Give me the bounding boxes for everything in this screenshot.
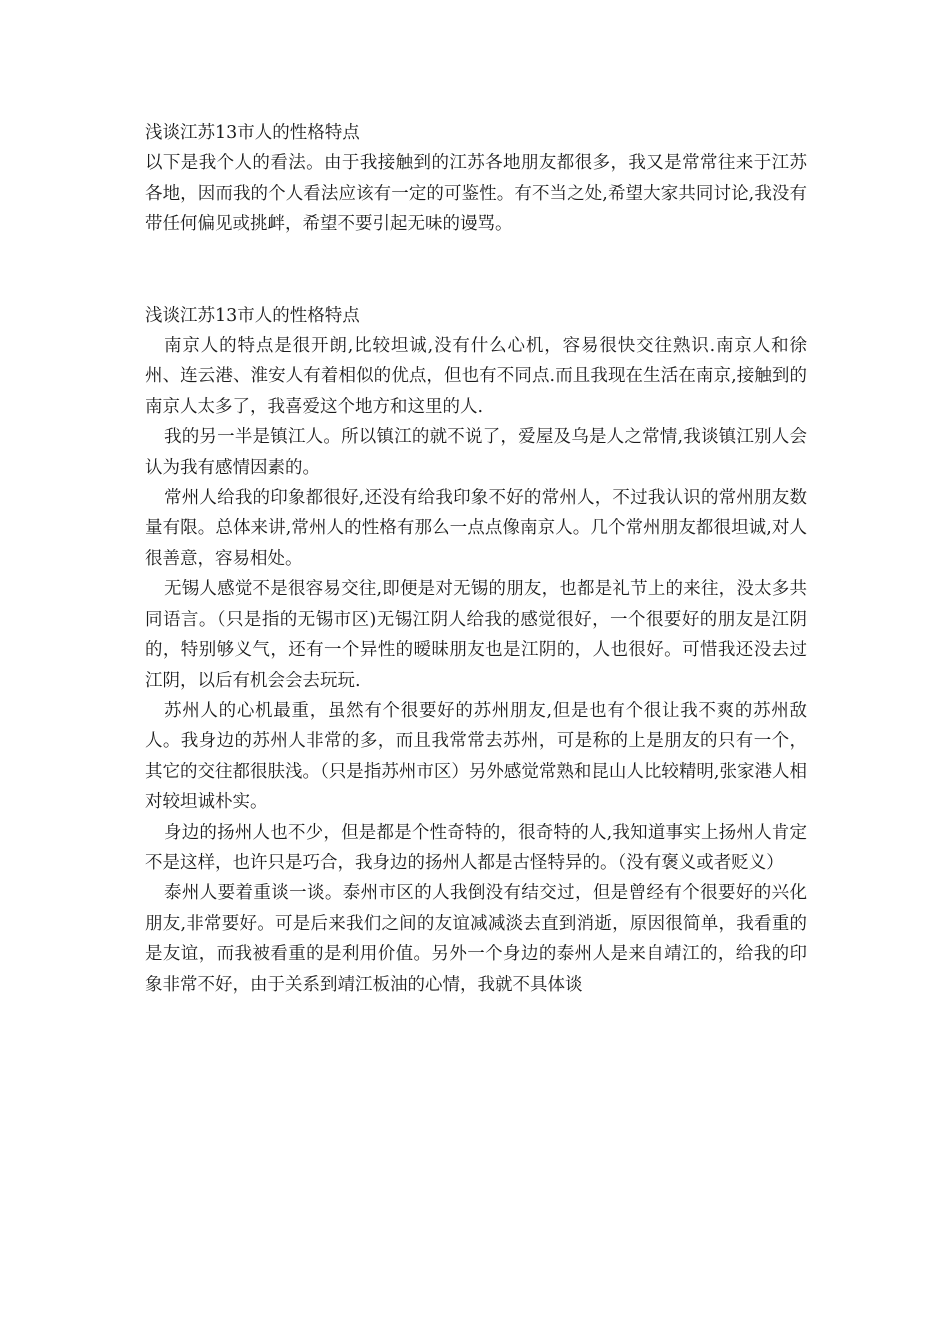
paragraph-zhenjiang: 我的另一半是镇江人。所以镇江的就不说了，爱屋及乌是人之常情,我谈镇江别人会认为我有感情因素的。 bbox=[145, 427, 807, 478]
document-title: 浅谈江苏13市人的性格特点 bbox=[145, 123, 360, 143]
intro-paragraph: 以下是我个人的看法。由于我接触到的江苏各地朋友都很多，我又是常常往来于江苏各地，因而我的个人看法应该有一定的可鉴性。有不当之处,希望大家共同讨论,我没有带任何偏见或挑衅，希望不要引起无味的谩骂。 bbox=[145, 153, 807, 235]
document-body bbox=[145, 118, 807, 1000]
paragraph-yangzhou: 身边的扬州人也不少，但是都是个性奇特的，很奇特的人,我知道事实上扬州人肯定不是这样，也许只是巧合，我身边的扬州人都是古怪特异的。（没有褒义或者贬义） bbox=[145, 822, 807, 873]
section-title: 浅谈江苏13市人的性格特点 bbox=[145, 305, 360, 326]
blank-space bbox=[145, 240, 807, 301]
paragraph-taizhou: 泰州人要着重谈一谈。泰州市区的人我倒没有结交过，但是曾经有个很要好的兴化朋友,非常要好。可是后来我们之间的友谊减减淡去直到消逝，原因很简单，我看重的是友谊，而我被看重的是利用价值。另外一个身边的泰州人是来自靖江的，给我的印象非常不好，由于关系到靖江板油的心情，我就不具体谈 bbox=[145, 883, 807, 995]
paragraph-wuxi: 无锡人感觉不是很容易交往,即便是对无锡的朋友，也都是礼节上的来往，没太多共同语言。（只是指的无锡市区)无锡江阴人给我的感觉很好，一个很要好的朋友是江阴的，特别够义气，还有一个异性的暧昧朋友也是江阴的，人也很好。可惜我还没去过江阴，以后有机会会去玩玩. bbox=[145, 579, 807, 691]
paragraph-changzhou: 常州人给我的印象都很好,还没有给我印象不好的常州人，不过我认识的常州朋友数量有限。总体来讲,常州人的性格有那么一点点像南京人。几个常州朋友都很坦诚,对人很善意，容易相处。 bbox=[145, 488, 807, 569]
paragraph-suzhou: 苏州人的心机最重，虽然有个很要好的苏州朋友,但是也有个很让我不爽的苏州敌人。我身边的苏州人非常的多，而且我常常去苏州，可是称的上是朋友的只有一个，其它的交往都很肤浅。（只是指苏州市区）另外感觉常熟和昆山人比较精明,张家港人相对较坦诚朴实。 bbox=[145, 700, 807, 813]
paragraph-nanjing: 南京人的特点是很开朗,比较坦诚,没有什么心机，容易很快交往熟识.南京人和徐州、连云港、淮安人有着相似的优点，但也有不同点.而且我现在生活在南京,接触到的南京人太多了，我喜爱这个地方和这里的人. bbox=[145, 336, 807, 417]
